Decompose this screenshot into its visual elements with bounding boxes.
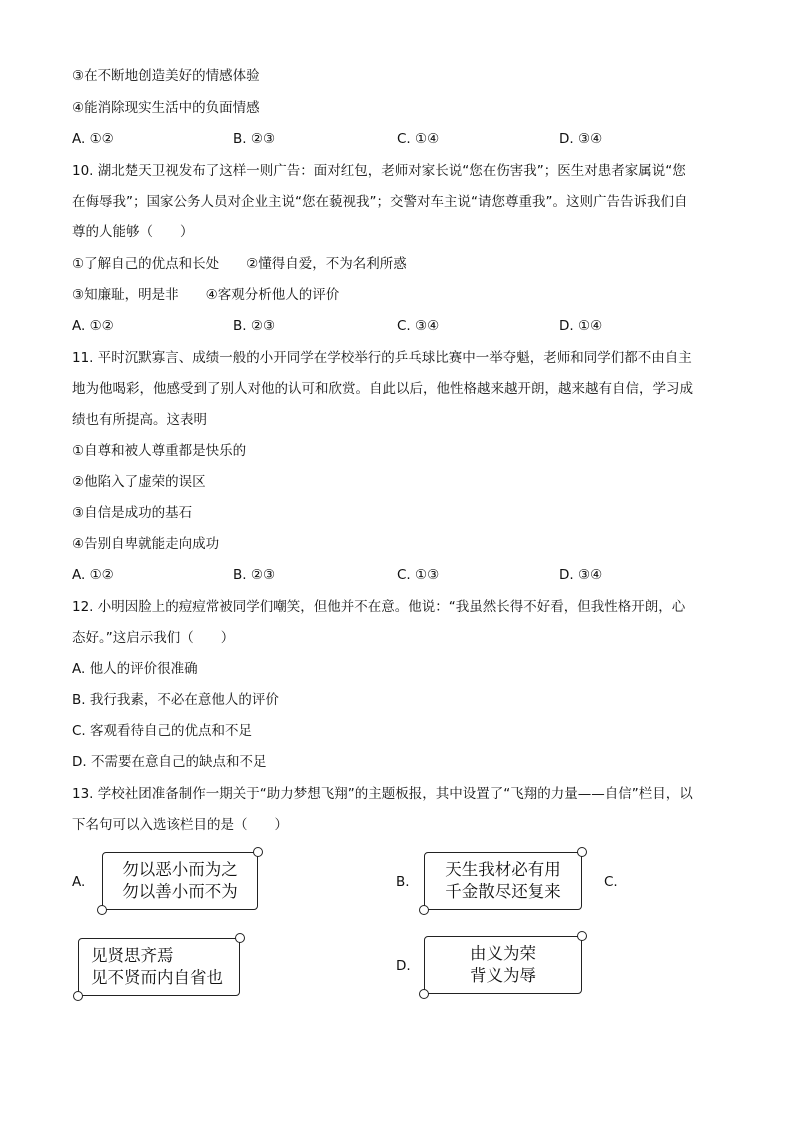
q9-option-b[interactable]: B. ②③ bbox=[233, 131, 276, 147]
scroll-d-line-2: 背义为辱 bbox=[470, 966, 536, 985]
q12-option-a[interactable]: A. 他人的评价很准确 bbox=[72, 661, 198, 677]
q10-stem-line-1: 10. 湖北楚天卫视发布了这样一则广告：面对红包，老师对家长说“您在伤害我”；医生对患者家属说“您 bbox=[72, 163, 686, 179]
q11-statement-3: ③自信是成功的基石 bbox=[72, 505, 193, 521]
q13-stem-line-2: 下名句可以入选该栏目的是（ ） bbox=[72, 817, 288, 833]
q13-scroll-a[interactable] bbox=[102, 852, 258, 910]
q11-stem-line-3: 绩也有所提高。这表明 bbox=[72, 412, 207, 428]
q10-stem-line-3: 尊的人能够（ ） bbox=[72, 224, 194, 240]
scroll-curl-icon bbox=[73, 991, 83, 1001]
q12-stem-line-1: 12. 小明因脸上的痘痘常被同学们嘲笑，但他并不在意。他说：“我虽然长得不好看，但我性格开朗，心 bbox=[72, 599, 686, 615]
q11-option-c[interactable]: C. ①③ bbox=[397, 567, 440, 583]
statement-3: ③在不断地创造美好的情感体验 bbox=[72, 68, 260, 84]
q10-statements-1-2: ①了解自己的优点和长处 ②懂得自爱，不为名利所惑 bbox=[72, 256, 407, 272]
scroll-curl-icon bbox=[235, 933, 245, 943]
scroll-b-line-2: 千金散尽还复来 bbox=[445, 882, 561, 901]
q12-option-c[interactable]: C. 客观看待自己的优点和不足 bbox=[72, 723, 253, 739]
q13-scroll-d[interactable] bbox=[424, 936, 582, 994]
scroll-curl-icon bbox=[577, 847, 587, 857]
scroll-c-line-1: 见贤思齐焉 bbox=[91, 946, 174, 965]
q13-label-d: D. bbox=[396, 958, 411, 974]
q11-stem-line-2: 地为他喝彩，他感受到了别人对他的认可和欣赏。自此以后，他性格越来越开朗，越来越有自信，学习成 bbox=[72, 381, 693, 397]
q13-scroll-c[interactable] bbox=[78, 938, 240, 996]
q10-option-b[interactable]: B. ②③ bbox=[233, 318, 276, 334]
scroll-curl-icon bbox=[97, 905, 107, 915]
scroll-c-line-2: 见不贤而内自省也 bbox=[91, 968, 223, 987]
q11-statement-2: ②他陷入了虚荣的误区 bbox=[72, 474, 206, 490]
q12-option-d[interactable]: D. 不需要在意自己的缺点和不足 bbox=[72, 754, 267, 770]
q10-stem-line-2: 在侮辱我”；国家公务人员对企业主说“您在藐视我”；交警对车主说“请您尊重我”。这则广告告诉我们自 bbox=[72, 194, 688, 210]
scroll-curl-icon bbox=[253, 847, 263, 857]
q13-stem-line-1: 13. 学校社团准备制作一期关于“助力梦想飞翔”的主题板报，其中设置了“飞翔的力量——自信”栏目，以 bbox=[72, 786, 693, 802]
q10-option-d[interactable]: D. ①④ bbox=[559, 318, 603, 334]
q9-option-c[interactable]: C. ①④ bbox=[397, 131, 440, 147]
q10-statements-3-4: ③知廉耻，明是非 ④客观分析他人的评价 bbox=[72, 287, 340, 303]
scroll-curl-icon bbox=[577, 931, 587, 941]
q11-option-b[interactable]: B. ②③ bbox=[233, 567, 276, 583]
q11-statement-1: ①自尊和被人尊重都是快乐的 bbox=[72, 443, 247, 459]
scroll-curl-icon bbox=[419, 905, 429, 915]
q13-label-b: B. bbox=[396, 874, 410, 890]
scroll-a-line-2: 勿以善小而不为 bbox=[122, 882, 238, 901]
q11-stem-line-1: 11. 平时沉默寡言、成绩一般的小开同学在学校举行的乒乓球比赛中一举夺魁，老师和同学们都不由自主 bbox=[72, 350, 692, 366]
q13-scroll-b[interactable] bbox=[424, 852, 582, 910]
scroll-b-line-1: 天生我材必有用 bbox=[445, 860, 561, 879]
q13-label-a: A. bbox=[72, 874, 86, 890]
scroll-d-line-1: 由义为荣 bbox=[470, 944, 536, 963]
q11-statement-4: ④告别自卑就能走向成功 bbox=[72, 536, 220, 552]
statement-4: ④能消除现实生活中的负面情感 bbox=[72, 100, 260, 116]
q13-label-c: C. bbox=[604, 874, 618, 890]
scroll-curl-icon bbox=[419, 989, 429, 999]
q12-stem-line-2: 态好。”这启示我们（ ） bbox=[72, 630, 235, 646]
scroll-a-line-1: 勿以恶小而为之 bbox=[122, 860, 238, 879]
q12-option-b[interactable]: B. 我行我素，不必在意他人的评价 bbox=[72, 692, 279, 708]
q11-option-a[interactable]: A. ①② bbox=[72, 567, 114, 583]
q10-option-a[interactable]: A. ①② bbox=[72, 318, 114, 334]
q10-option-c[interactable]: C. ③④ bbox=[397, 318, 440, 334]
q11-option-d[interactable]: D. ③④ bbox=[559, 567, 603, 583]
q9-option-d[interactable]: D. ③④ bbox=[559, 131, 603, 147]
q9-option-a[interactable]: A. ①② bbox=[72, 131, 114, 147]
